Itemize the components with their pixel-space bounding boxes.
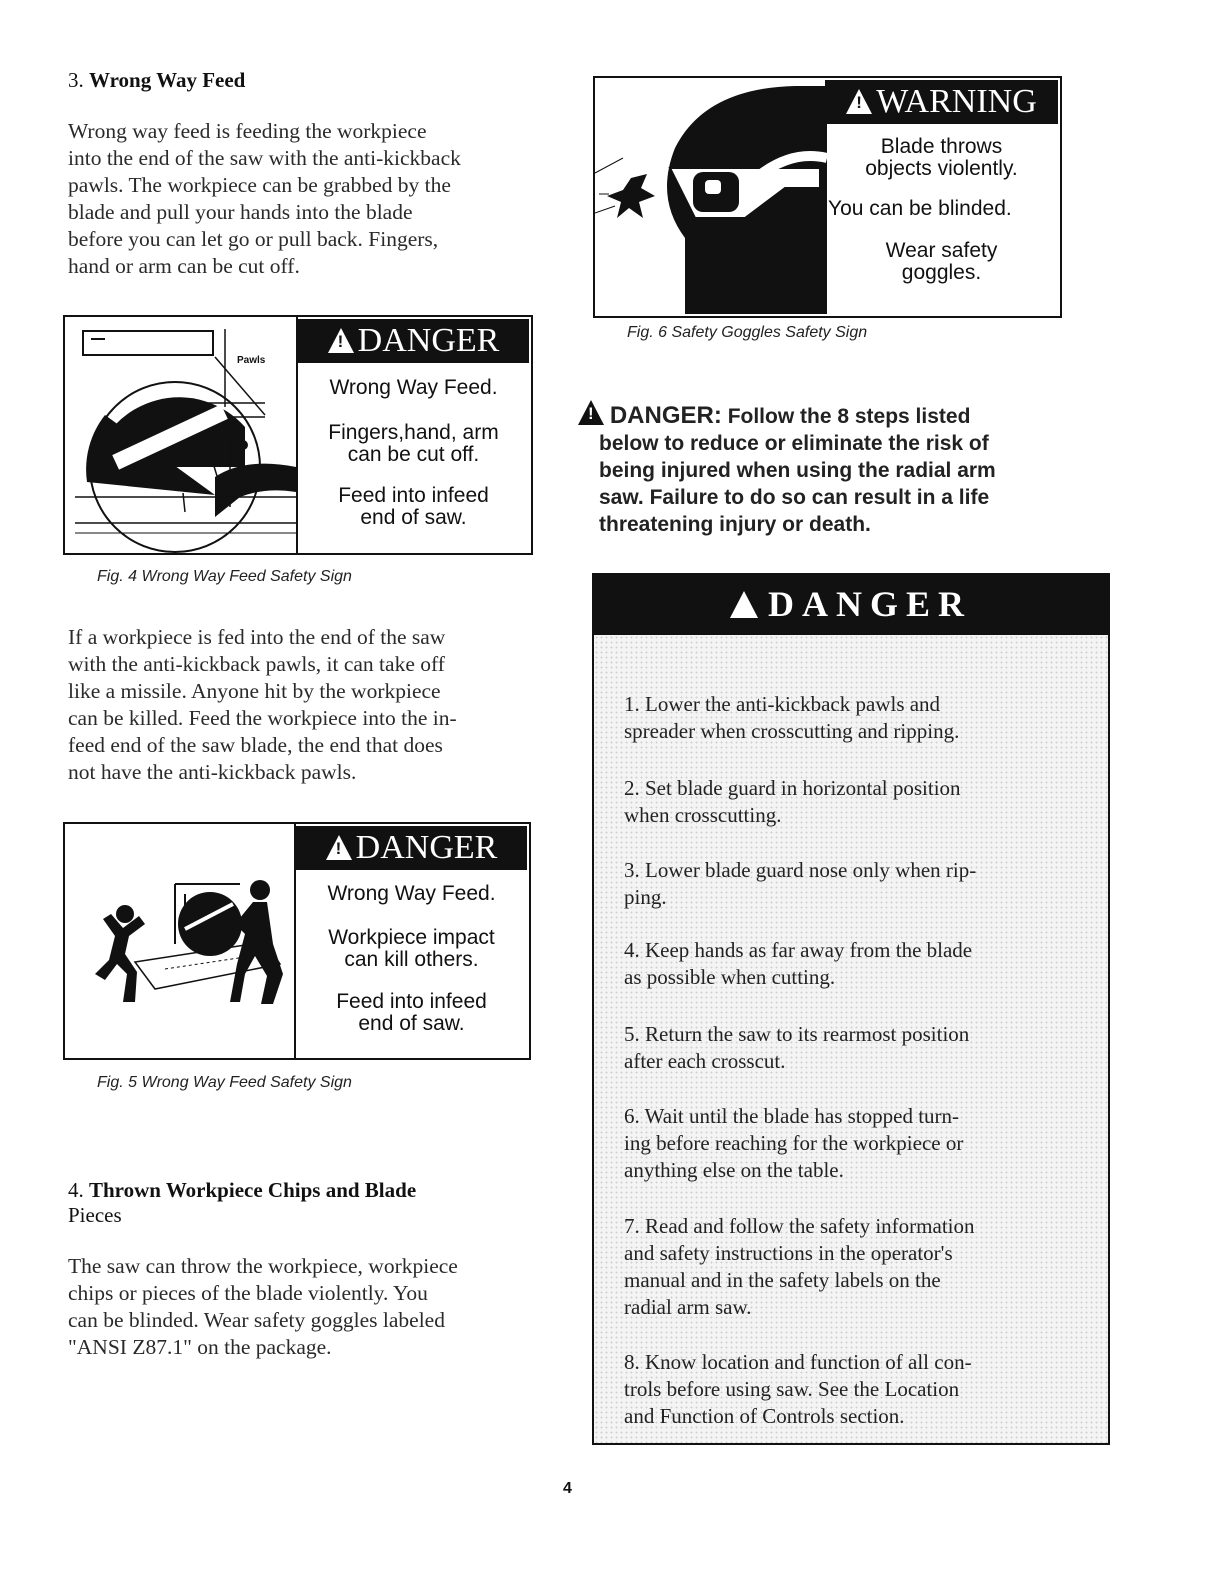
section-3-paragraph	[68, 118, 568, 280]
danger-steps-box	[592, 573, 1110, 1445]
warning-triangle-icon	[326, 835, 352, 860]
section-4-paragraph	[68, 1253, 568, 1361]
banner-text: WARNING	[876, 83, 1037, 120]
step-7	[624, 1213, 1064, 1321]
para-line: blade and pull your hands into the blade	[68, 200, 413, 224]
warning-triangle-icon	[846, 89, 872, 114]
danger-note-line: saw. Failure to do so can result in a life	[599, 486, 990, 509]
fig4-message	[298, 377, 529, 529]
radial-saw-pawls-icon	[65, 317, 296, 553]
fig4-danger-sign	[63, 315, 533, 555]
step-line: trols before using saw. See the Location	[624, 1377, 960, 1401]
step-line: 6. Wait until the blade has stopped turn-	[624, 1104, 960, 1128]
step-line: 3. Lower blade guard nose only when rip-	[624, 858, 977, 882]
safety-goggles-icon	[595, 78, 827, 316]
step-line: radial arm saw.	[624, 1295, 752, 1319]
sign-line: goggles.	[901, 261, 982, 284]
step-line: manual and in the safety labels on the	[624, 1268, 941, 1292]
sign-line: Fingers,hand, arm	[328, 421, 499, 444]
step-3	[624, 857, 1064, 911]
warning-triangle-icon	[730, 591, 758, 618]
fig5-message	[296, 883, 527, 1035]
workpiece-impact-icon	[65, 824, 294, 1058]
section-3-heading	[68, 68, 245, 93]
step-line: 1. Lower the anti-kickback pawls and	[624, 692, 941, 716]
danger-steps-body	[594, 635, 1108, 1443]
fig6-message	[825, 136, 1058, 284]
step-8	[624, 1349, 1064, 1430]
fig4-danger-banner	[298, 319, 529, 363]
step-6	[624, 1103, 1064, 1184]
para-line: "ANSI Z87.1" on the package.	[68, 1335, 332, 1359]
banner-text: DANGER	[767, 584, 972, 624]
para-line: hand or arm can be cut off.	[68, 254, 300, 278]
para-line: can be killed. Feed the workpiece into the in-	[68, 706, 457, 730]
para-line: Wrong way feed is feeding the workpiece	[68, 119, 427, 143]
sign-line: Feed into infeed	[336, 990, 487, 1013]
fig4-saw-illustration	[65, 317, 298, 553]
sign-line: Wrong Way Feed.	[327, 882, 496, 905]
warning-triangle-icon	[328, 328, 354, 353]
step-line: 2. Set blade guard in horizontal position	[624, 776, 961, 800]
banner-text: DANGER	[357, 322, 500, 359]
missile-paragraph	[68, 624, 568, 786]
step-line: and Function of Controls section.	[624, 1404, 905, 1428]
section-4-title: Thrown Workpiece Chips and Blade	[89, 1178, 417, 1202]
para-line: like a missile. Anyone hit by the workpiece	[68, 679, 441, 703]
fig5-danger-banner	[296, 826, 527, 870]
step-line: and safety instructions in the operator's	[624, 1241, 953, 1265]
danger-note-line: Follow the 8 steps listed	[727, 405, 971, 428]
page-number: 4	[563, 1480, 572, 1497]
para-line: with the anti-kickback pawls, it can take off	[68, 652, 445, 676]
sign-line: Workpiece impact	[328, 926, 495, 949]
step-line: ing before reaching for the workpiece or	[624, 1131, 964, 1155]
fig4-caption: Fig. 4 Wrong Way Feed Safety Sign	[97, 568, 352, 585]
sign-line: end of saw.	[360, 506, 467, 529]
section-4-number: 4.	[68, 1178, 84, 1202]
danger-steps-banner	[594, 575, 1108, 635]
fig5-caption: Fig. 5 Wrong Way Feed Safety Sign	[97, 1074, 352, 1091]
fig6-goggles-illustration	[595, 78, 825, 316]
danger-note-line: below to reduce or eliminate the risk of	[599, 432, 989, 455]
para-line: before you can let go or pull back. Fingers,	[68, 227, 439, 251]
fig5-people-illustration	[65, 824, 296, 1058]
step-line: 7. Read and follow the safety information	[624, 1214, 975, 1238]
step-line: 4. Keep hands as far away from the blade	[624, 938, 973, 962]
section-3-title: Wrong Way Feed	[89, 68, 246, 92]
warning-triangle-icon	[578, 400, 604, 425]
banner-text: DANGER	[355, 829, 498, 866]
fig6-warning-sign	[593, 76, 1062, 318]
sign-line: Blade throws	[880, 135, 1003, 158]
sign-line: You can be blinded.	[828, 197, 1012, 220]
step-2	[624, 775, 1064, 829]
step-line: anything else on the table.	[624, 1158, 844, 1182]
para-line: can be blinded. Wear safety goggles labeled	[68, 1308, 445, 1332]
section-3-number: 3.	[68, 68, 84, 92]
step-line: after each crosscut.	[624, 1049, 786, 1073]
sign-line: Wrong Way Feed.	[329, 376, 498, 399]
sign-line: Feed into infeed	[338, 484, 489, 507]
step-1	[624, 691, 1064, 745]
sign-line: end of saw.	[358, 1012, 465, 1035]
step-line: spreader when crosscutting and ripping.	[624, 719, 960, 743]
para-line: not have the anti-kickback pawls.	[68, 760, 357, 784]
step-line: as possible when cutting.	[624, 965, 836, 989]
section-4-title-cont: Pieces	[68, 1203, 122, 1227]
section-4-heading	[68, 1178, 416, 1228]
step-line: ping.	[624, 885, 667, 909]
para-line: If a workpiece is fed into the end of the saw	[68, 625, 446, 649]
danger-note-line: threatening injury or death.	[599, 513, 871, 536]
step-5	[624, 1021, 1064, 1075]
para-line: chips or pieces of the blade violently. You	[68, 1281, 428, 1305]
fig5-danger-sign	[63, 822, 531, 1060]
step-line: 8. Know location and function of all con-	[624, 1350, 972, 1374]
sign-line: can be cut off.	[347, 443, 480, 466]
para-line: feed end of the saw blade, the end that does	[68, 733, 443, 757]
danger-note-line: being injured when using the radial arm	[599, 459, 996, 482]
para-line: into the end of the saw with the anti-kickback	[68, 146, 461, 170]
sign-line: can kill others.	[344, 948, 479, 971]
danger-note	[578, 400, 1178, 538]
sign-line: Wear safety	[885, 239, 998, 262]
para-line: pawls. The workpiece can be grabbed by the	[68, 173, 451, 197]
fig6-caption: Fig. 6 Safety Goggles Safety Sign	[627, 324, 868, 341]
sign-line: objects violently.	[865, 157, 1018, 180]
fig6-warning-banner	[825, 80, 1058, 124]
para-line: The saw can throw the workpiece, workpiece	[68, 1254, 458, 1278]
step-4	[624, 937, 1064, 991]
step-line: when crosscutting.	[624, 803, 782, 827]
pawls-label: Pawls	[237, 355, 266, 366]
step-line: 5. Return the saw to its rearmost position	[624, 1022, 970, 1046]
danger-note-label: DANGER:	[609, 402, 722, 429]
